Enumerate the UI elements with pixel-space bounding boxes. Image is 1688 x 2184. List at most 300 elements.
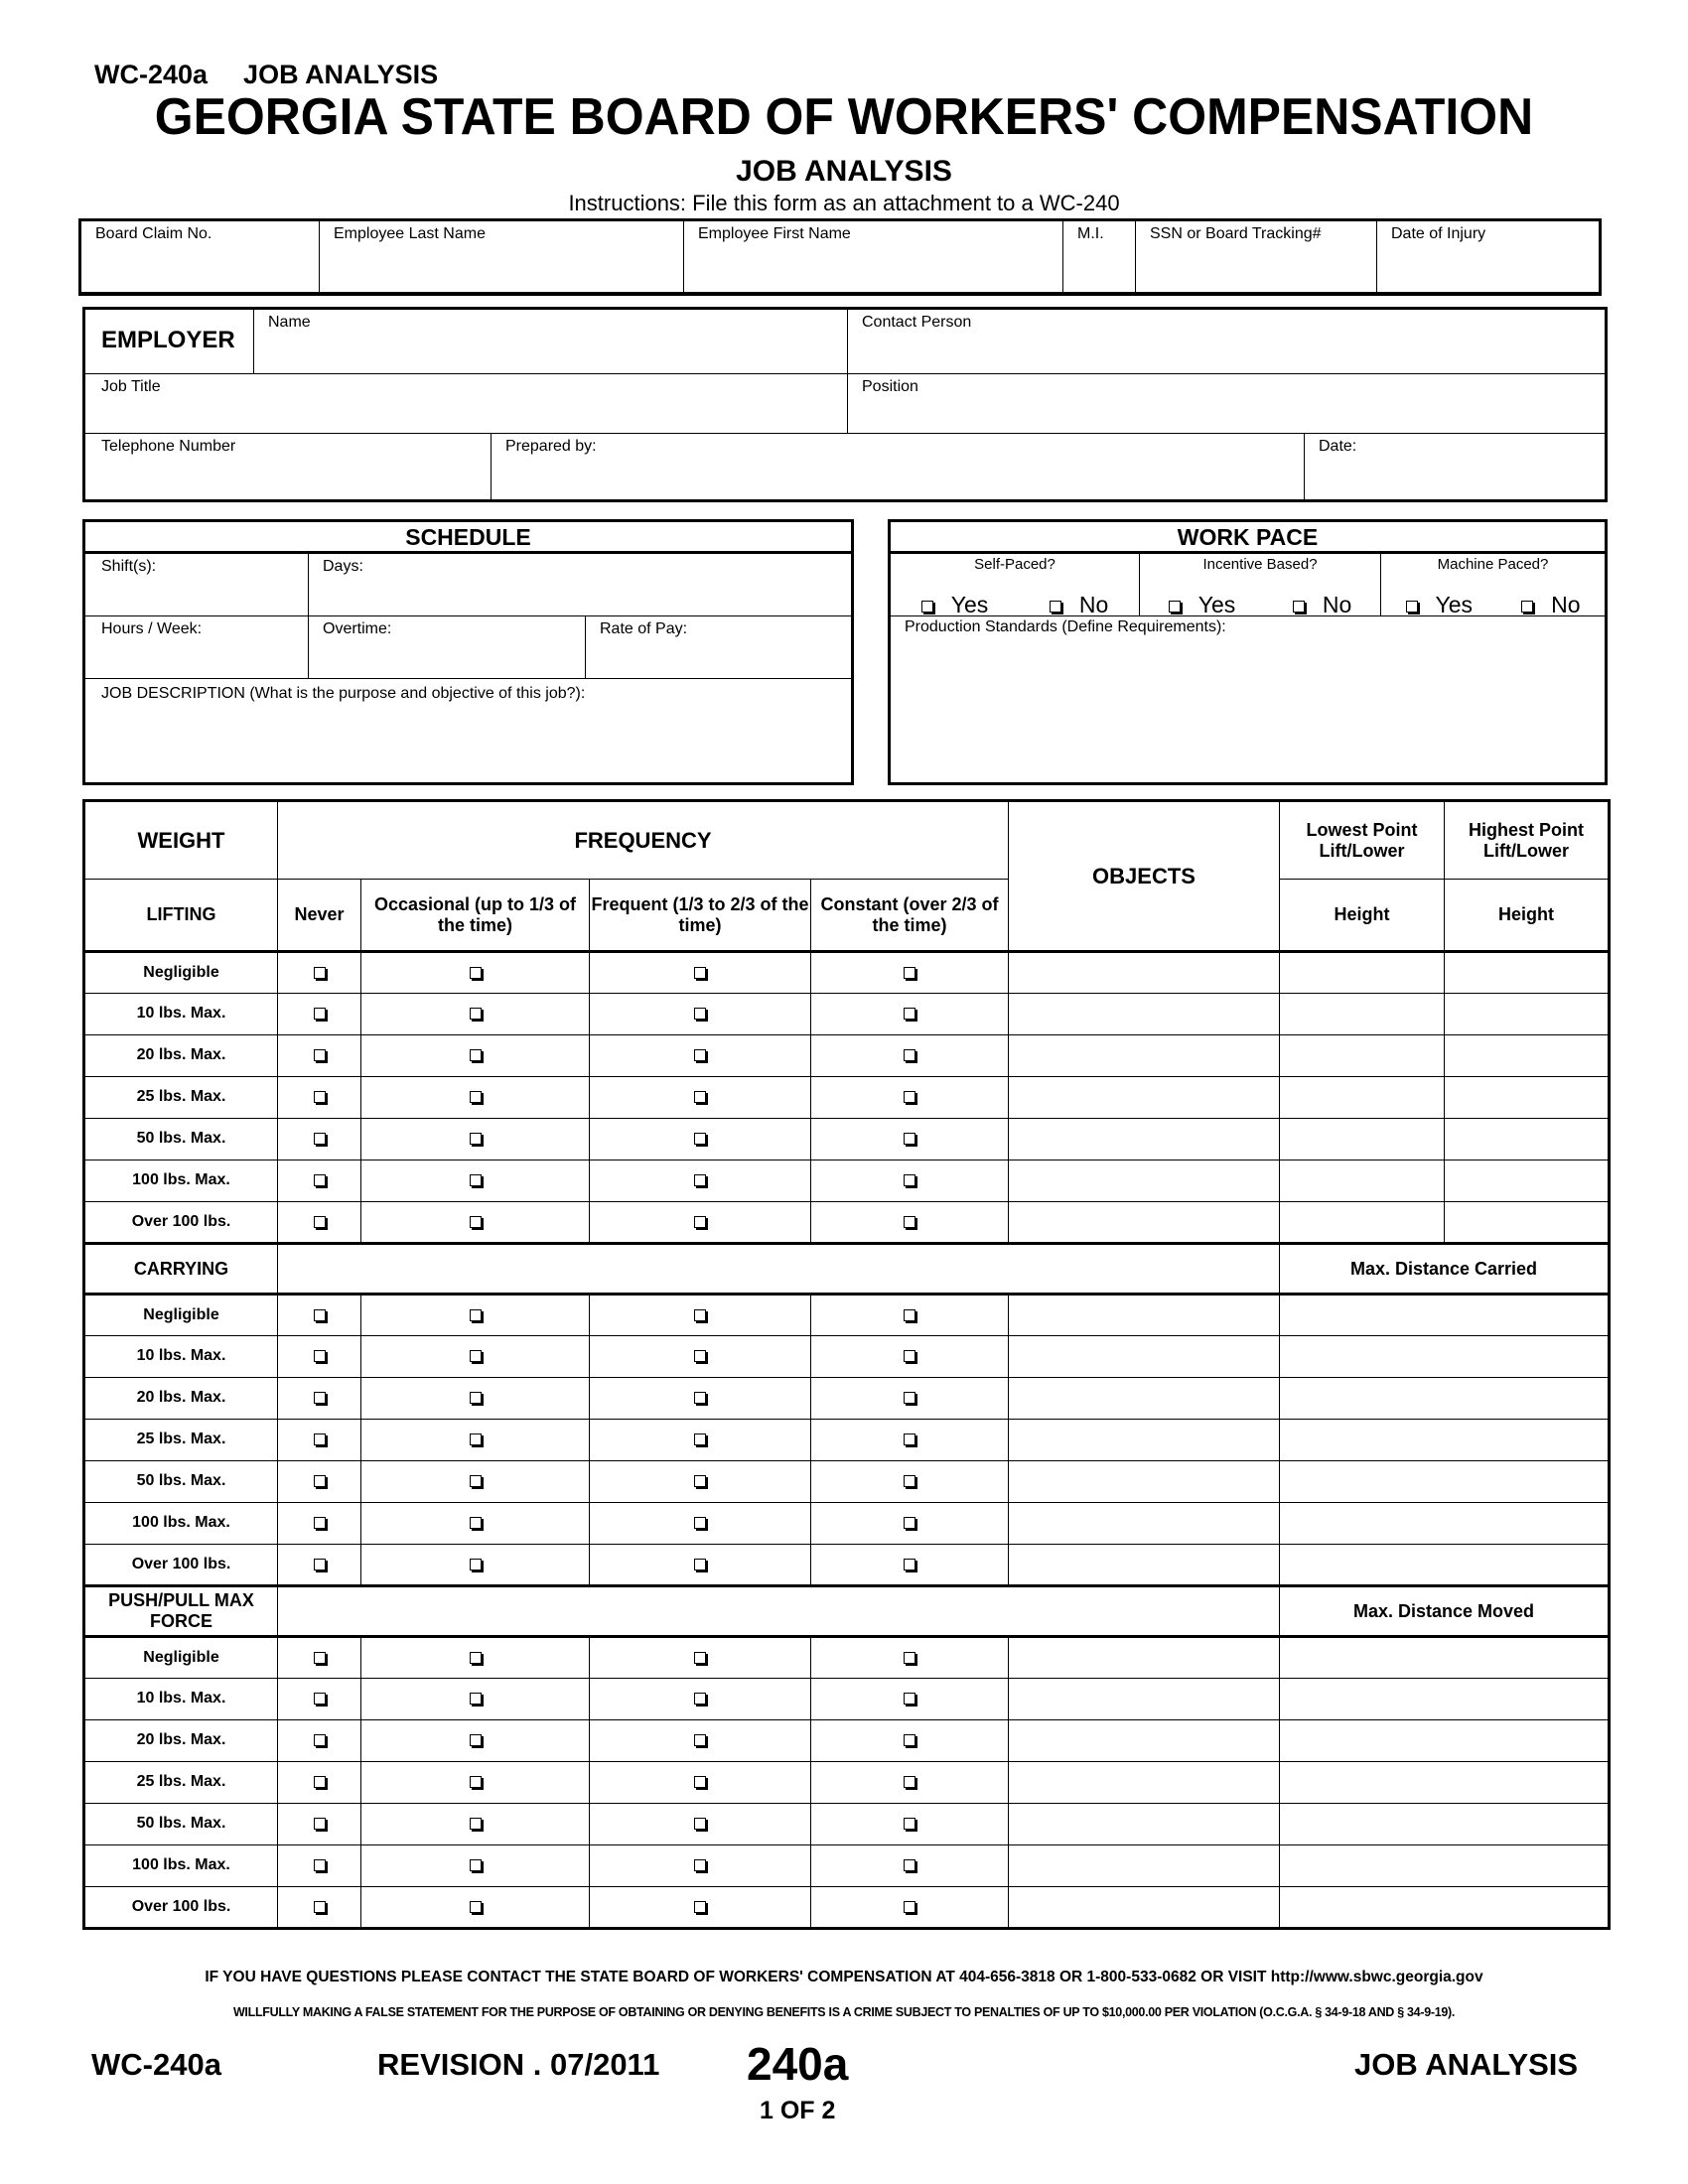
field-label: Telephone Number xyxy=(101,438,236,455)
frequency-cell xyxy=(361,1637,590,1679)
frequency-checkbox[interactable] xyxy=(694,1776,706,1788)
frequency-cell xyxy=(590,1720,811,1762)
table-row xyxy=(84,1545,1610,1586)
employer-name-field[interactable] xyxy=(254,310,848,374)
frequency-cell xyxy=(278,1804,361,1845)
frequency-cell xyxy=(811,1202,1009,1244)
frequency-cell xyxy=(590,1804,811,1845)
frequency-checkbox[interactable] xyxy=(314,1309,326,1321)
objects-field[interactable] xyxy=(1009,1545,1280,1586)
table-row xyxy=(84,1378,1610,1420)
highest-height-field[interactable] xyxy=(1445,1160,1610,1202)
frequency-checkbox[interactable] xyxy=(314,1392,326,1404)
frequency-cell xyxy=(590,1845,811,1887)
frequency-cell xyxy=(590,952,811,994)
employer-label: EMPLOYER xyxy=(101,327,235,353)
frequency-cell xyxy=(361,1762,590,1804)
field-label: Date of Injury xyxy=(1391,225,1486,242)
ssn-field[interactable] xyxy=(1136,221,1377,293)
frequency-cell xyxy=(811,952,1009,994)
frequency-cell xyxy=(590,1202,811,1244)
frequency-checkbox[interactable] xyxy=(470,1174,482,1186)
no-option[interactable] xyxy=(1293,592,1351,618)
yes-checkbox[interactable] xyxy=(921,601,933,613)
hours-week-field[interactable] xyxy=(85,616,309,679)
frequency-cell xyxy=(811,1887,1009,1929)
distance-field[interactable] xyxy=(1280,1887,1610,1929)
distance-field[interactable] xyxy=(1280,1720,1610,1762)
table-row xyxy=(84,1077,1610,1119)
frequency-checkbox[interactable] xyxy=(904,1652,915,1664)
frequency-checkbox[interactable] xyxy=(470,1309,482,1321)
objects-field[interactable] xyxy=(1009,1503,1280,1545)
frequency-cell xyxy=(361,1461,590,1503)
frequency-cell xyxy=(278,1420,361,1461)
frequency-cell xyxy=(278,1845,361,1887)
frequency-checkbox[interactable] xyxy=(694,1091,706,1103)
frequency-checkbox[interactable] xyxy=(904,1433,915,1445)
field-label: Prepared by: xyxy=(505,438,597,455)
frequency-checkbox[interactable] xyxy=(904,1818,915,1830)
employee-last-name-field[interactable] xyxy=(320,221,684,293)
distance-field[interactable] xyxy=(1280,1637,1610,1679)
frequency-checkbox[interactable] xyxy=(314,1693,326,1705)
frequency-checkbox[interactable] xyxy=(470,1008,482,1020)
objects-field[interactable] xyxy=(1009,1637,1280,1679)
job-description-field[interactable] xyxy=(85,679,851,782)
frequency-cell xyxy=(361,952,590,994)
highest-height-field[interactable] xyxy=(1445,952,1610,994)
frequency-checkbox[interactable] xyxy=(904,1859,915,1871)
objects-field[interactable] xyxy=(1009,1804,1280,1845)
employee-first-name-field[interactable] xyxy=(684,221,1063,293)
weight-label: Over 100 lbs. xyxy=(84,1545,278,1586)
field-label: Production Standards (Define Requirements): xyxy=(905,618,1226,635)
frequency-checkbox[interactable] xyxy=(694,1174,706,1186)
distance-field[interactable] xyxy=(1280,1804,1610,1845)
weight-label: 50 lbs. Max. xyxy=(84,1119,278,1160)
frequency-cell xyxy=(361,1295,590,1336)
frequency-checkbox[interactable] xyxy=(314,967,326,979)
objects-field[interactable] xyxy=(1009,1845,1280,1887)
frequency-cell xyxy=(590,1160,811,1202)
frequency-cell xyxy=(590,1077,811,1119)
frequency-checkbox[interactable] xyxy=(904,1559,915,1570)
frequency-cell xyxy=(811,1378,1009,1420)
frequency-checkbox[interactable] xyxy=(694,1517,706,1529)
mi-field[interactable] xyxy=(1063,221,1136,293)
frequency-checkbox[interactable] xyxy=(314,1559,326,1570)
frequency-checkbox[interactable] xyxy=(314,1859,326,1871)
frequency-cell xyxy=(590,1378,811,1420)
lowest-height-field[interactable] xyxy=(1280,994,1445,1035)
objects-field[interactable] xyxy=(1009,1160,1280,1202)
work-pace-question xyxy=(1140,554,1381,616)
production-standards-field[interactable] xyxy=(891,616,1605,782)
frequency-checkbox[interactable] xyxy=(314,1818,326,1830)
no-option[interactable] xyxy=(1521,592,1580,618)
frequency-checkbox[interactable] xyxy=(904,1475,915,1487)
frequency-cell xyxy=(811,1637,1009,1679)
section-distance-header: Max. Distance Carried xyxy=(1280,1244,1610,1295)
no-option[interactable] xyxy=(1050,592,1108,618)
frequency-checkbox[interactable] xyxy=(314,1652,326,1664)
work-pace-question xyxy=(891,554,1140,616)
frequency-cell xyxy=(361,1119,590,1160)
frequency-checkbox[interactable] xyxy=(904,1776,915,1788)
field-label: Hours / Week: xyxy=(101,620,203,637)
field-label: Contact Person xyxy=(862,314,972,331)
frequency-cell xyxy=(590,1679,811,1720)
frequency-checkbox[interactable] xyxy=(694,1475,706,1487)
yes-label: Yes xyxy=(1435,592,1474,617)
frequency-checkbox[interactable] xyxy=(904,1517,915,1529)
work-pace-box xyxy=(888,519,1608,785)
employer-box xyxy=(82,307,1608,502)
frequency-cell xyxy=(278,1503,361,1545)
objects-field[interactable] xyxy=(1009,1420,1280,1461)
lowest-height-field[interactable] xyxy=(1280,1035,1445,1077)
frequency-checkbox[interactable] xyxy=(470,1859,482,1871)
frequency-cell xyxy=(811,1804,1009,1845)
no-label: No xyxy=(1322,592,1352,617)
no-checkbox[interactable] xyxy=(1293,601,1305,613)
frequency-checkbox[interactable] xyxy=(314,1433,326,1445)
distance-field[interactable] xyxy=(1280,1378,1610,1420)
yes-checkbox[interactable] xyxy=(1169,601,1181,613)
frequency-checkbox[interactable] xyxy=(904,1008,915,1020)
frequency-checkbox[interactable] xyxy=(694,1859,706,1871)
frequency-column-header: Frequent (1/3 to 2/3 of the time) xyxy=(590,880,811,952)
table-row xyxy=(84,1035,1610,1077)
instructions: Instructions: File this form as an attachment to a WC-240 xyxy=(568,191,1120,215)
frequency-checkbox[interactable] xyxy=(470,1392,482,1404)
weight-header: WEIGHT xyxy=(84,801,278,880)
position-field[interactable] xyxy=(848,374,1605,434)
frequency-checkbox[interactable] xyxy=(470,1818,482,1830)
frequency-cell xyxy=(278,1295,361,1336)
field-label: Employee First Name xyxy=(698,225,851,242)
page-title: GEORGIA STATE BOARD OF WORKERS' COMPENSATION xyxy=(154,88,1534,146)
lowest-height-field[interactable] xyxy=(1280,1077,1445,1119)
fraud-warning: WILLFULLY MAKING A FALSE STATEMENT FOR THE PURPOSE OF OBTAINING OR DENYING BENEFITS IS A CRIME SUBJECT TO PENALTIES OF UP TO $10,000.00 PER VIOLATION (O.C.G.A. § 34-9-18 AND § 34-9-19). xyxy=(232,2005,1456,2019)
highest-height-field[interactable] xyxy=(1445,994,1610,1035)
date-of-injury-field[interactable] xyxy=(1377,221,1600,293)
yes-option[interactable] xyxy=(1169,592,1236,618)
objects-field[interactable] xyxy=(1009,1679,1280,1720)
frequency-checkbox[interactable] xyxy=(904,1174,915,1186)
section-spacer xyxy=(278,1244,1280,1295)
days-field[interactable] xyxy=(309,554,851,616)
objects-field[interactable] xyxy=(1009,1119,1280,1160)
frequency-checkbox[interactable] xyxy=(694,1901,706,1913)
frequency-cell xyxy=(278,1160,361,1202)
prepared-by-field[interactable] xyxy=(492,434,1305,499)
form-name: JOB ANALYSIS xyxy=(243,60,439,89)
frequency-checkbox[interactable] xyxy=(904,967,915,979)
frequency-checkbox[interactable] xyxy=(694,1216,706,1228)
objects-field[interactable] xyxy=(1009,1720,1280,1762)
field-label: Job Title xyxy=(101,378,161,395)
footer-form-code: WC-240a xyxy=(91,2047,221,2082)
weight-label: 10 lbs. Max. xyxy=(84,1336,278,1378)
frequency-cell xyxy=(811,1503,1009,1545)
frequency-checkbox[interactable] xyxy=(904,1901,915,1913)
frequency-cell xyxy=(361,1679,590,1720)
schedule-header xyxy=(85,522,851,554)
page-subtitle: JOB ANALYSIS xyxy=(736,155,952,188)
objects-field[interactable] xyxy=(1009,1762,1280,1804)
frequency-checkbox[interactable] xyxy=(470,1734,482,1746)
contact-person-field[interactable] xyxy=(848,310,1605,374)
distance-field[interactable] xyxy=(1280,1420,1610,1461)
frequency-checkbox[interactable] xyxy=(314,1216,326,1228)
distance-field[interactable] xyxy=(1280,1545,1610,1586)
frequency-cell xyxy=(278,1035,361,1077)
frequency-checkbox[interactable] xyxy=(470,1652,482,1664)
frequency-checkbox[interactable] xyxy=(314,1350,326,1362)
objects-field[interactable] xyxy=(1009,1035,1280,1077)
frequency-cell xyxy=(278,1202,361,1244)
frequency-checkbox[interactable] xyxy=(314,1008,326,1020)
field-label: Days: xyxy=(323,558,363,575)
claim-info-box xyxy=(78,218,1602,296)
objects-field[interactable] xyxy=(1009,1202,1280,1244)
objects-field[interactable] xyxy=(1009,1887,1280,1929)
objects-field[interactable] xyxy=(1009,952,1280,994)
distance-field[interactable] xyxy=(1280,1336,1610,1378)
frequency-checkbox[interactable] xyxy=(694,1049,706,1061)
field-label: Name xyxy=(268,314,311,331)
frequency-checkbox[interactable] xyxy=(470,1693,482,1705)
frequency-cell xyxy=(590,994,811,1035)
frequency-checkbox[interactable] xyxy=(314,1091,326,1103)
frequency-cell xyxy=(590,1637,811,1679)
no-checkbox[interactable] xyxy=(1050,601,1061,613)
frequency-checkbox[interactable] xyxy=(694,1693,706,1705)
table-row xyxy=(84,1720,1610,1762)
frequency-column-header: Occasional (up to 1/3 of the time) xyxy=(361,880,590,952)
frequency-checkbox[interactable] xyxy=(470,1559,482,1570)
yes-option[interactable] xyxy=(921,592,989,618)
section-distance-header: Max. Distance Moved xyxy=(1280,1586,1610,1637)
table-row xyxy=(84,1804,1610,1845)
frequency-checkbox[interactable] xyxy=(470,1091,482,1103)
frequency-checkbox[interactable] xyxy=(470,1433,482,1445)
section-label: CARRYING xyxy=(84,1244,278,1295)
no-checkbox[interactable] xyxy=(1521,601,1533,613)
frequency-checkbox[interactable] xyxy=(904,1693,915,1705)
frequency-checkbox[interactable] xyxy=(694,1350,706,1362)
frequency-cell xyxy=(590,1336,811,1378)
overtime-field[interactable] xyxy=(309,616,586,679)
form-code: WC-240a xyxy=(94,60,209,89)
frequency-cell xyxy=(811,1160,1009,1202)
frequency-cell xyxy=(811,1545,1009,1586)
footer-form-name: JOB ANALYSIS xyxy=(1354,2047,1579,2082)
weight-label: 25 lbs. Max. xyxy=(84,1077,278,1119)
yes-checkbox[interactable] xyxy=(1406,601,1418,613)
frequency-column-header: Never xyxy=(278,880,361,952)
frequency-checkbox[interactable] xyxy=(694,1559,706,1570)
objects-field[interactable] xyxy=(1009,1295,1280,1336)
objects-field[interactable] xyxy=(1009,1461,1280,1503)
weight-label: 10 lbs. Max. xyxy=(84,1679,278,1720)
field-label: Date: xyxy=(1319,438,1357,455)
distance-field[interactable] xyxy=(1280,1503,1610,1545)
telephone-field[interactable] xyxy=(85,434,492,499)
weight-label: Over 100 lbs. xyxy=(84,1202,278,1244)
no-label: No xyxy=(1551,592,1581,617)
weight-label: 100 lbs. Max. xyxy=(84,1845,278,1887)
frequency-checkbox[interactable] xyxy=(470,1475,482,1487)
question-label: Incentive Based? xyxy=(1202,556,1318,573)
weight-label: 20 lbs. Max. xyxy=(84,1720,278,1762)
lowest-height-field[interactable] xyxy=(1280,952,1445,994)
frequency-checkbox[interactable] xyxy=(314,1475,326,1487)
frequency-checkbox[interactable] xyxy=(314,1734,326,1746)
lowest-height-field[interactable] xyxy=(1280,1119,1445,1160)
frequency-cell xyxy=(590,1503,811,1545)
frequency-cell xyxy=(278,1637,361,1679)
frequency-checkbox[interactable] xyxy=(470,1901,482,1913)
frequency-checkbox[interactable] xyxy=(694,1008,706,1020)
yes-label: Yes xyxy=(950,592,989,617)
frequency-checkbox[interactable] xyxy=(904,1049,915,1061)
board-claim-field[interactable] xyxy=(81,221,320,293)
frequency-checkbox[interactable] xyxy=(694,1392,706,1404)
distance-field[interactable] xyxy=(1280,1679,1610,1720)
weight-label: 10 lbs. Max. xyxy=(84,994,278,1035)
frequency-cell xyxy=(590,1035,811,1077)
lowest-point-header: Lowest Point Lift/Lower xyxy=(1280,801,1445,880)
frequency-checkbox[interactable] xyxy=(904,1392,915,1404)
frequency-cell xyxy=(278,1762,361,1804)
frequency-cell xyxy=(361,1202,590,1244)
frequency-cell xyxy=(278,1378,361,1420)
frequency-checkbox[interactable] xyxy=(904,1350,915,1362)
frequency-cell xyxy=(811,1295,1009,1336)
form-header-code xyxy=(94,60,474,90)
distance-field[interactable] xyxy=(1280,1762,1610,1804)
job-title-field[interactable] xyxy=(85,374,848,434)
frequency-cell xyxy=(361,994,590,1035)
frequency-cell xyxy=(811,1679,1009,1720)
table-row xyxy=(84,1887,1610,1929)
frequency-cell xyxy=(590,1461,811,1503)
weight-frequency-table xyxy=(82,799,1611,1930)
objects-field[interactable] xyxy=(1009,1077,1280,1119)
frequency-checkbox[interactable] xyxy=(314,1776,326,1788)
frequency-checkbox[interactable] xyxy=(314,1901,326,1913)
objects-field[interactable] xyxy=(1009,1378,1280,1420)
frequency-cell xyxy=(811,1762,1009,1804)
schedule-title: SCHEDULE xyxy=(405,524,531,550)
highest-height-field[interactable] xyxy=(1445,1035,1610,1077)
frequency-checkbox[interactable] xyxy=(470,1049,482,1061)
section-spacer xyxy=(278,1586,1280,1637)
contact-notice: IF YOU HAVE QUESTIONS PLEASE CONTACT THE STATE BOARD OF WORKERS' COMPENSATION AT 404-656-3818 OR 1-800-533-0682 OR VISIT http://www.sbwc.georgia.gov xyxy=(205,1969,1483,1985)
frequency-cell xyxy=(811,994,1009,1035)
frequency-checkbox[interactable] xyxy=(314,1133,326,1145)
frequency-checkbox[interactable] xyxy=(904,1216,915,1228)
frequency-checkbox[interactable] xyxy=(694,1433,706,1445)
frequency-checkbox[interactable] xyxy=(694,1818,706,1830)
frequency-checkbox[interactable] xyxy=(694,1734,706,1746)
highest-height-field[interactable] xyxy=(1445,1077,1610,1119)
frequency-checkbox[interactable] xyxy=(470,1133,482,1145)
employer-label-cell xyxy=(85,310,254,374)
frequency-checkbox[interactable] xyxy=(694,1309,706,1321)
table-row xyxy=(84,1119,1610,1160)
field-label: Rate of Pay: xyxy=(600,620,688,637)
frequency-checkbox[interactable] xyxy=(314,1517,326,1529)
date-field[interactable] xyxy=(1305,434,1605,499)
frequency-cell xyxy=(590,1420,811,1461)
objects-field[interactable] xyxy=(1009,1336,1280,1378)
frequency-checkbox[interactable] xyxy=(904,1091,915,1103)
distance-field[interactable] xyxy=(1280,1461,1610,1503)
objects-header: OBJECTS xyxy=(1009,801,1280,952)
frequency-cell xyxy=(361,1077,590,1119)
frequency-checkbox[interactable] xyxy=(904,1734,915,1746)
weight-label: Negligible xyxy=(84,1637,278,1679)
frequency-checkbox[interactable] xyxy=(314,1049,326,1061)
frequency-checkbox[interactable] xyxy=(470,967,482,979)
highest-height-header: Height xyxy=(1445,880,1610,952)
field-label: SSN or Board Tracking# xyxy=(1150,225,1322,242)
frequency-checkbox[interactable] xyxy=(470,1776,482,1788)
lowest-height-field[interactable] xyxy=(1280,1202,1445,1244)
table-row xyxy=(84,994,1610,1035)
rate-of-pay-field[interactable] xyxy=(586,616,851,679)
field-label: Overtime: xyxy=(323,620,392,637)
frequency-checkbox[interactable] xyxy=(694,1652,706,1664)
highest-height-field[interactable] xyxy=(1445,1202,1610,1244)
highest-point-header: Highest Point Lift/Lower xyxy=(1445,801,1610,880)
yes-option[interactable] xyxy=(1406,592,1474,618)
frequency-cell xyxy=(361,1545,590,1586)
weight-label: 100 lbs. Max. xyxy=(84,1503,278,1545)
frequency-checkbox[interactable] xyxy=(314,1174,326,1186)
frequency-checkbox[interactable] xyxy=(694,1133,706,1145)
yes-label: Yes xyxy=(1197,592,1236,617)
distance-field[interactable] xyxy=(1280,1295,1610,1336)
shifts-field[interactable] xyxy=(85,554,309,616)
work-pace-question xyxy=(1381,554,1605,616)
field-label: Employee Last Name xyxy=(334,225,486,242)
frequency-checkbox[interactable] xyxy=(470,1350,482,1362)
field-label: JOB DESCRIPTION (What is the purpose and objective of this job?): xyxy=(101,685,586,702)
frequency-checkbox[interactable] xyxy=(904,1309,915,1321)
highest-height-field[interactable] xyxy=(1445,1119,1610,1160)
frequency-cell xyxy=(361,1160,590,1202)
frequency-checkbox[interactable] xyxy=(470,1216,482,1228)
field-label: M.I. xyxy=(1077,225,1104,242)
frequency-checkbox[interactable] xyxy=(694,967,706,979)
table-row xyxy=(84,1160,1610,1202)
weight-label: 25 lbs. Max. xyxy=(84,1762,278,1804)
frequency-cell xyxy=(361,1720,590,1762)
frequency-cell xyxy=(361,1035,590,1077)
frequency-cell xyxy=(361,1336,590,1378)
work-pace-title: WORK PACE xyxy=(1177,524,1319,550)
objects-field[interactable] xyxy=(1009,994,1280,1035)
frequency-checkbox[interactable] xyxy=(470,1517,482,1529)
distance-field[interactable] xyxy=(1280,1845,1610,1887)
frequency-checkbox[interactable] xyxy=(904,1133,915,1145)
lowest-height-field[interactable] xyxy=(1280,1160,1445,1202)
